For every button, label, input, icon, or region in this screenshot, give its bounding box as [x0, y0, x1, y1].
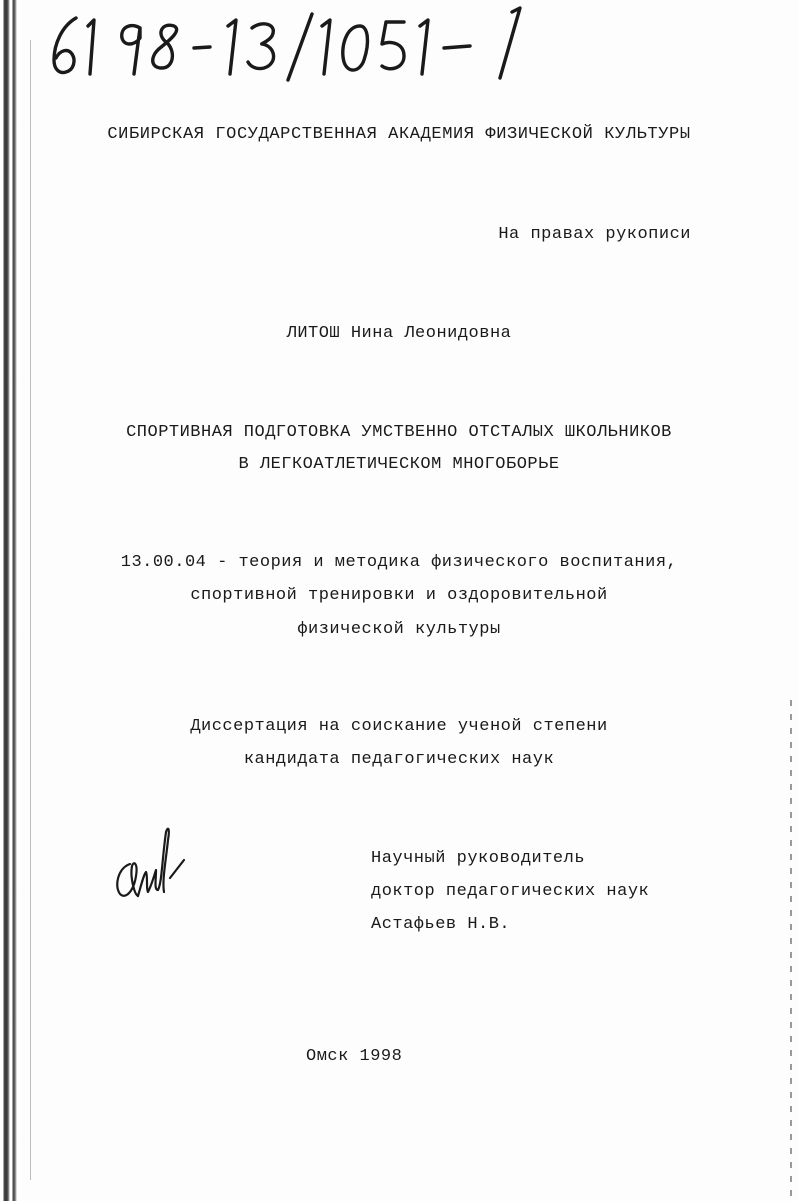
supervisor-role: Научный руководитель [371, 849, 586, 868]
specialty-line-1: 13.00.04 - теория и методика физического воспитания, [120, 553, 678, 572]
handwritten-archive-code [42, 4, 532, 88]
degree-line-1: Диссертация на соискание ученой степени [190, 717, 608, 736]
dissertation-title-line-2: В ЛЕГКОАТЛЕТИЧЕСКОМ МНОГОБОРЬЕ [238, 455, 560, 474]
place-and-year: Омск 1998 [306, 1047, 403, 1066]
institution-name: СИБИРСКАЯ ГОСУДАРСТВЕННАЯ АКАДЕМИЯ ФИЗИЧЕСКОЙ КУЛЬТУРЫ [107, 125, 691, 144]
supervisor-name: Астафьев Н.В. [371, 915, 511, 934]
specialty-line-2: спортивной тренировки и оздоровительной [190, 586, 608, 605]
manuscript-rights-note: На правах рукописи [498, 225, 691, 244]
scan-edge-artifact [790, 700, 792, 1200]
dissertation-title-line-1: СПОРТИВНАЯ ПОДГОТОВКА УМСТВЕННО ОТСТАЛЫХ ШКОЛЬНИКОВ [126, 423, 672, 442]
signature [108, 820, 188, 910]
supervisor-degree: доктор педагогических наук [371, 882, 650, 901]
degree-line-2: кандидата педагогических наук [243, 750, 555, 769]
author-name: ЛИТОШ Нина Леонидовна [286, 324, 512, 343]
specialty-line-3: физической культуры [297, 620, 501, 639]
binding-shadow [30, 40, 31, 1180]
